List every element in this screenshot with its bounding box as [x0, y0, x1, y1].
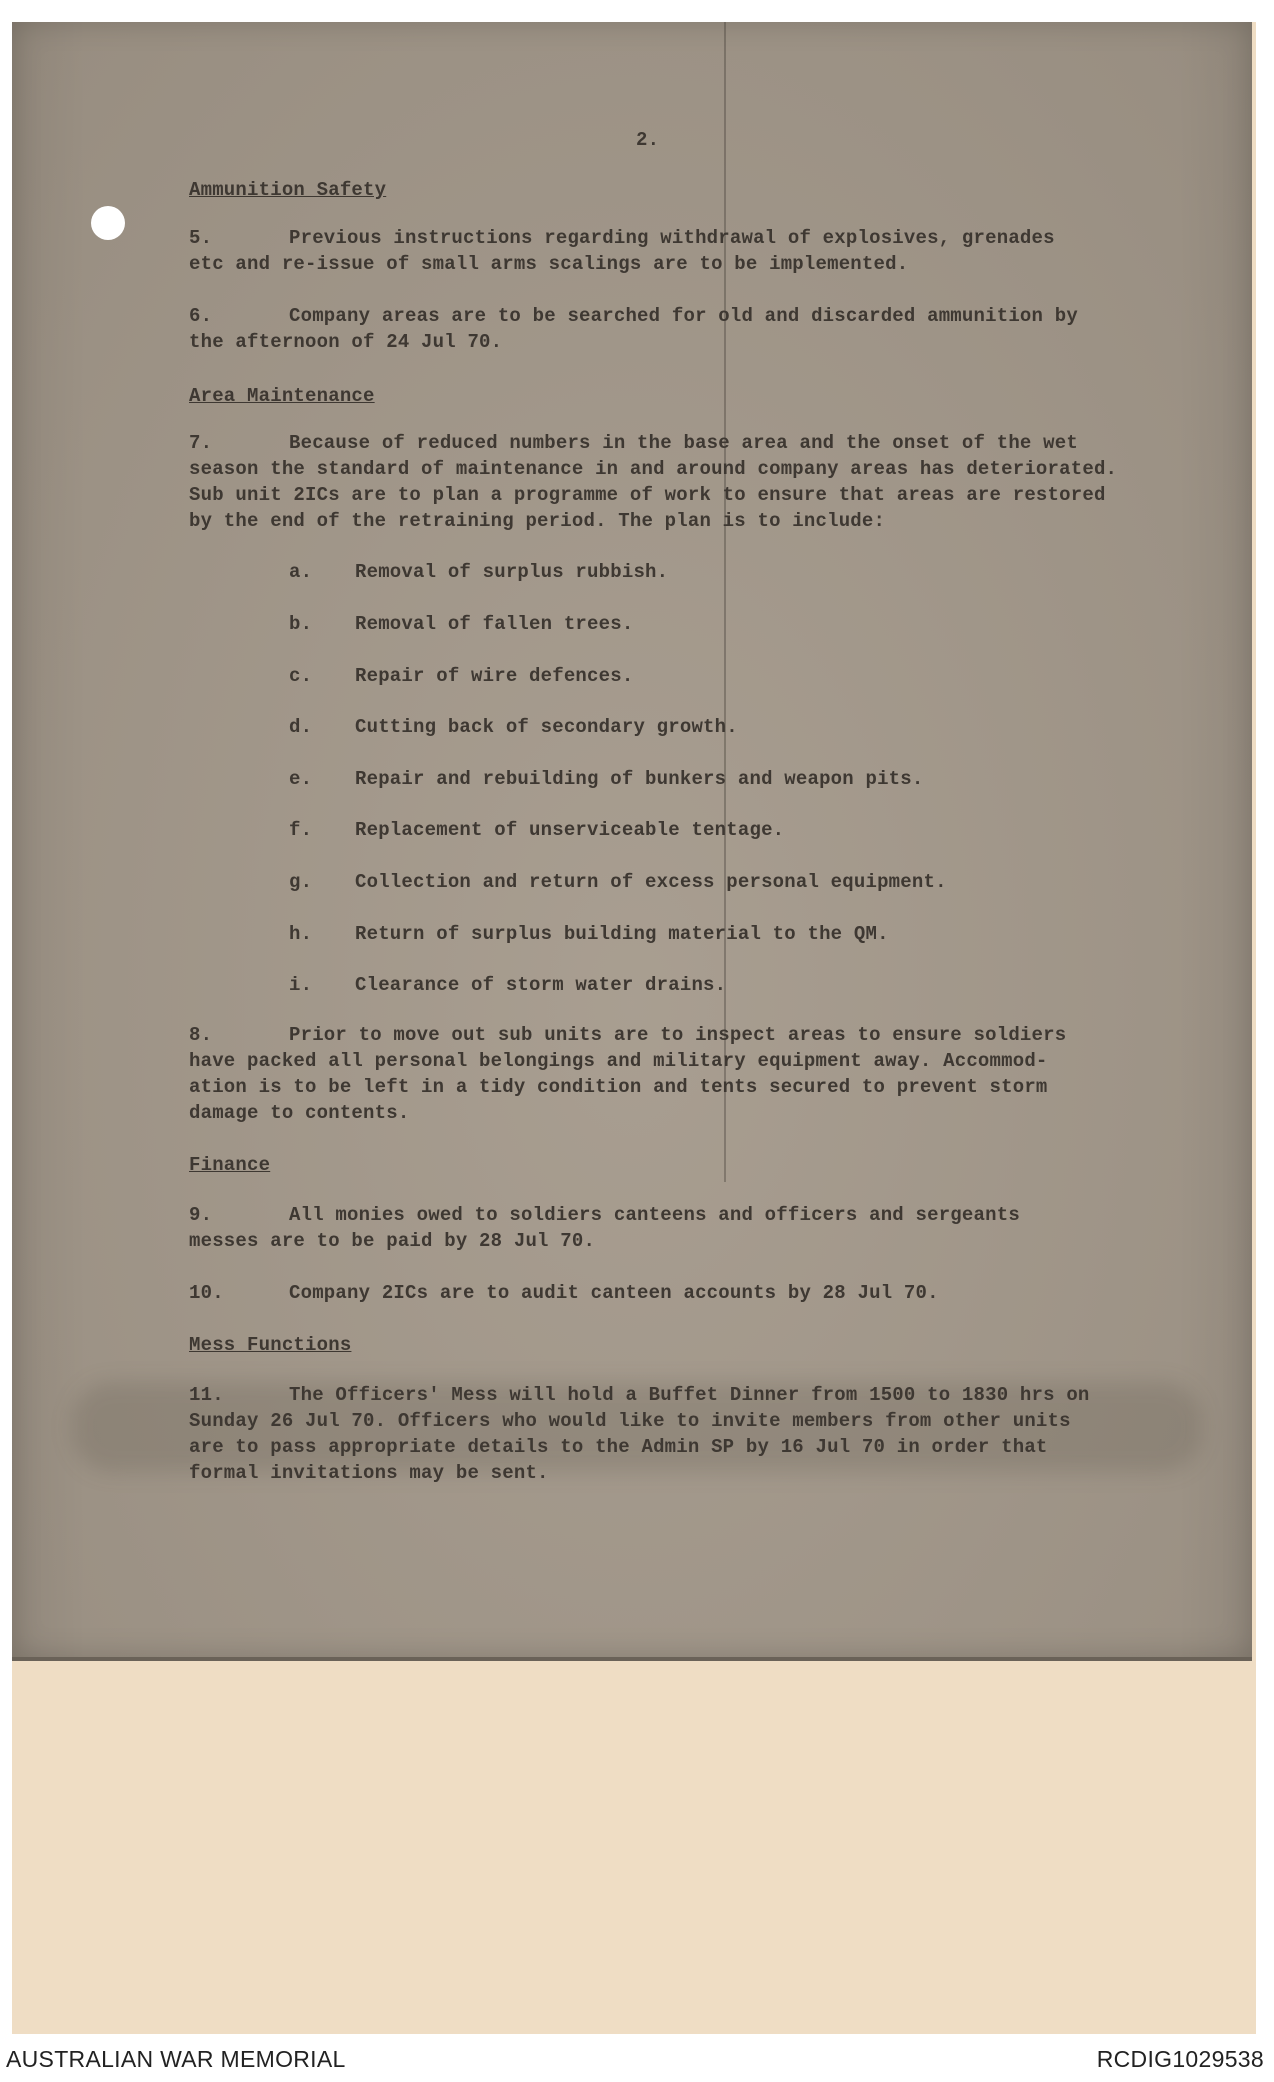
paragraph-text: etc and re-issue of small arms scalings are to be implemented. [189, 253, 909, 275]
paragraph-10 [189, 1280, 1239, 1306]
paragraph-number: 5. [189, 227, 213, 249]
paragraph-text: Sunday 26 Jul 70. Officers who would like to invite members from other units [189, 1410, 1071, 1432]
list-item: a. Removal of surplus rubbish. [289, 561, 669, 583]
paragraph-text: Previous instructions regarding withdrawal of explosives, grenades [289, 227, 1055, 249]
paragraph-text: Prior to move out sub units are to inspect areas to ensure soldiers [289, 1024, 1067, 1046]
punch-hole [91, 206, 125, 240]
paragraph-8 [189, 1022, 1239, 1126]
list-item: b. Removal of fallen trees. [289, 613, 634, 635]
paragraph-6 [189, 303, 1239, 355]
paragraph-number: 11. [189, 1384, 224, 1406]
carbon-copy-area [12, 22, 1252, 1661]
paragraph-text: the afternoon of 24 Jul 70. [189, 331, 503, 353]
heading-area-maintenance: Area Maintenance [189, 385, 375, 407]
list-item: c. Repair of wire defences. [289, 665, 634, 687]
paragraph-text: All monies owed to soldiers canteens and officers and sergeants [289, 1204, 1020, 1226]
footer-archive-name: AUSTRALIAN WAR MEMORIAL [6, 2046, 346, 2072]
paragraph-text: Company areas are to be searched for old and discarded ammunition by [289, 305, 1078, 327]
paragraph-number: 8. [189, 1024, 213, 1046]
list-item: h. Return of surplus building material to the QM. [289, 923, 889, 945]
paragraph-text: Company 2ICs are to audit canteen accounts by 28 Jul 70. [289, 1282, 939, 1304]
footer-record-id: RCDIG1029538 [1096, 2046, 1264, 2072]
paper-sheet [12, 22, 1256, 2034]
paragraph-number: 10. [189, 1282, 224, 1304]
paragraph-text: formal invitations may be sent. [189, 1462, 549, 1484]
paragraph-text: are to pass appropriate details to the Admin SP by 16 Jul 70 in order that [189, 1436, 1048, 1458]
paragraph-text: season the standard of maintenance in and around company areas has deteriorated. [189, 458, 1118, 480]
paragraph-text: Sub unit 2ICs are to plan a programme of work to ensure that areas are restored [189, 484, 1106, 506]
list-item: f. Replacement of unserviceable tentage. [289, 819, 785, 841]
paragraph-5 [189, 225, 1239, 277]
paragraph-text: Because of reduced numbers in the base area and the onset of the wet [289, 432, 1078, 454]
fold-line [724, 22, 726, 1182]
paragraph-9 [189, 1202, 1239, 1254]
paragraph-11 [189, 1382, 1239, 1486]
list-item: e. Repair and rebuilding of bunkers and weapon pits. [289, 768, 924, 790]
heading-mess-functions: Mess Functions [189, 1334, 352, 1356]
list-item: g. Collection and return of excess personal equipment. [289, 871, 947, 893]
page-number: 2. [636, 129, 660, 151]
paragraph-text: have packed all personal belongings and military equipment away. Accommod- [189, 1050, 1048, 1072]
paragraph-number: 9. [189, 1204, 213, 1226]
paragraph-number: 6. [189, 305, 213, 327]
heading-ammunition-safety: Ammunition Safety [189, 179, 387, 201]
heading-finance: Finance [189, 1154, 271, 1176]
paragraph-text: ation is to be left in a tidy condition and tents secured to prevent storm [189, 1076, 1048, 1098]
list-item: i. Clearance of storm water drains. [289, 974, 727, 996]
paragraph-7 [189, 430, 1239, 534]
paragraph-number: 7. [189, 432, 213, 454]
paragraph-text: by the end of the retraining period. The plan is to include: [189, 510, 886, 532]
paragraph-text: messes are to be paid by 28 Jul 70. [189, 1230, 596, 1252]
list-item: d. Cutting back of secondary growth. [289, 716, 738, 738]
paragraph-text: The Officers' Mess will hold a Buffet Dinner from 1500 to 1830 hrs on [289, 1384, 1090, 1406]
paragraph-text: damage to contents. [189, 1102, 410, 1124]
